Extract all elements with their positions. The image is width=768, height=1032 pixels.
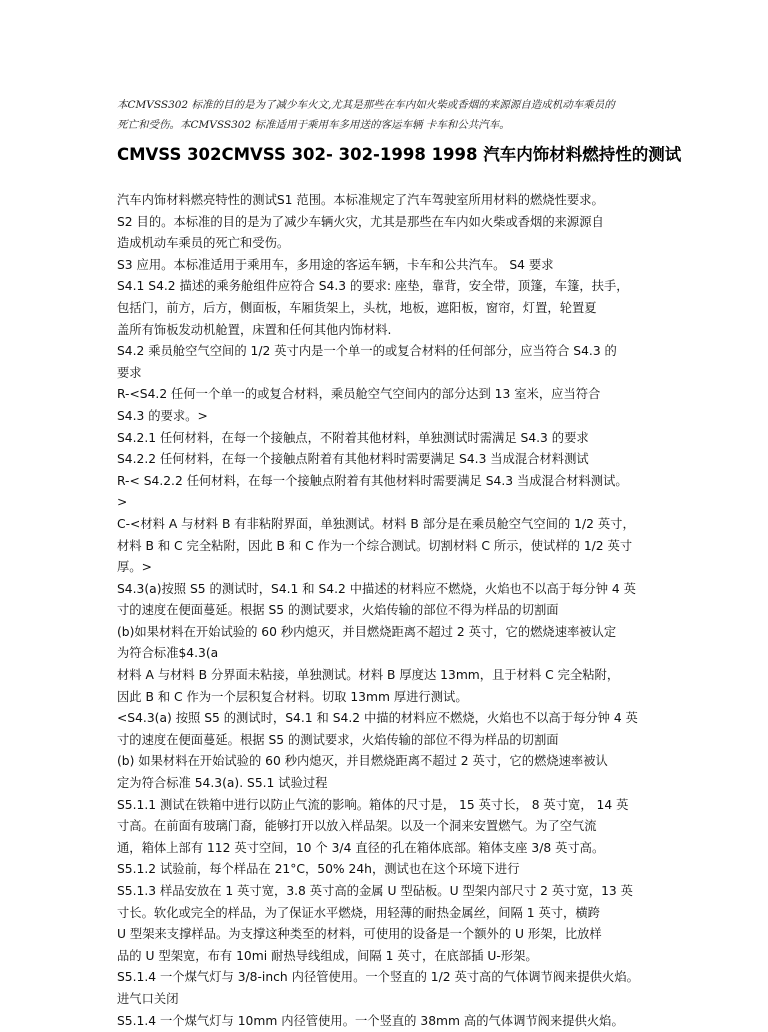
body-line: R-<S4.2 任何一个单一的或复合材料，乘员舱空气空间内的部分达到 13 室米，应当符合: [117, 387, 601, 402]
intro-line: 死亡和受伤。本CMVSS302 标准适用于乘用车多用送的客运车辆 卡车和公共汽车。: [117, 119, 510, 131]
document-body: [117, 190, 677, 1032]
body-line: 寸长。软化或完全的样品，为了保证水平燃烧，用轻薄的耐热金属丝，间隔 1 英寸，横跨: [117, 905, 600, 920]
body-line: 盖所有饰板发动机舱置，床置和任何其他内饰材料.: [117, 322, 392, 337]
body-line: R-< S4.2.2 任何材料，在每一个接触点附着有其他材料时需要满足 S4.3 当成混合材料测试。: [117, 473, 628, 488]
body-line: 造成机动车乘员的死亡和受伤。: [117, 236, 290, 251]
body-line: C-<材料 A 与材料 B 有非粘附界面，单独测试。材料 B 部分是在乘员舱空气空间的 1/2 英寸，: [117, 516, 635, 531]
body-line: 因此 B 和 C 作为一个层积复合材料。切取 13mm 厚进行测试。: [117, 689, 468, 704]
body-line: 定为符合标准 54.3(a). S5.1 试验过程: [117, 776, 328, 791]
body-line: 通，箱体上部有 112 英寸空间，10 个 3/4 直径的孔在箱体底部。箱体支座 3/8 英寸高。: [117, 840, 605, 855]
body-line: S5.1.3 样品安放在 1 英寸宽，3.8 英寸高的金属 U 型砧板。U 型架内部尺寸 2 英寸宽，13 英: [117, 884, 633, 898]
body-line: S3 应用。本标准适用于乘用车，多用途的客运车辆，卡车和公共汽车。 S4 要求: [117, 257, 554, 272]
body-line: 汽车内饰材料燃亮特性的测试S1 范围。本标准规定了汽车驾驶室所用材料的燃烧性要求。: [117, 193, 604, 207]
body-line: 品的 U 型架宽，布有 10mi 耐热导线组成，间隔 1 英寸，在底部插 U-形架。: [117, 948, 538, 963]
body-line: 材料 A 与材料 B 分界面未粘接，单独测试。材料 B 厚度达 13mm，且于材料 C 完全粘附，: [117, 668, 620, 683]
document-title: CMVSS 302CMVSS 302- 302-1998 1998 汽车内饰材料燃持性的测试: [117, 145, 682, 164]
intro-paragraph: [117, 95, 677, 135]
body-line: S4.1 S4.2 描述的乘务舱组件应符合 S4.3 的要求: 座垫，靠背，安全带，顶篷，车篷，扶手，: [117, 279, 629, 294]
body-line: S4.2 乘员舱空气空间的 1/2 英寸内是一个单一的或复合材料的任何部分，应当符合 S4.3 的: [117, 344, 617, 359]
body-line: <S4.3(a) 按照 S5 的测试时，S4.1 和 S4.2 中描的材料应不燃烧，火焰也不以高于每分钟 4 英: [117, 711, 638, 726]
body-line: S5.1.4 一个煤气灯与 3/8-inch 内径管使用。一个竖直的 1/2 英寸高的气体调节阀来提供火焰。: [117, 970, 639, 985]
body-line: 进气口关闭: [117, 991, 179, 1006]
body-line: 寸的速度在便面蔓延。根据 S5 的测试要求，火焰传输的部位不得为样品的切割面: [117, 603, 559, 618]
body-line: 寸的速度在便面蔓延。根据 S5 的测试要求，火焰传输的部位不得为样品的切割面: [117, 732, 559, 747]
body-line: 要求: [117, 365, 142, 380]
body-line: U 型架来支撑样品。为支撑这种类至的材料，可使用的设备是一个额外的 U 形架，比放样: [117, 927, 602, 942]
body-line: 寸高。在前面有玻璃门裔，能够打开以放入样品架。以及一个洞来安置燃气。为了空气流: [117, 819, 597, 834]
body-line: 材料 B 和 C 完全粘附，因此 B 和 C 作为一个综合测试。切割材料 C 所示，使试样的 1/2 英寸: [117, 538, 633, 553]
body-line: S4.2.2 任何材料，在每一个接触点附着有其他材料时需要满足 S4.3 当成混合材料测试: [117, 452, 589, 467]
body-line: 为符合标准$4.3(a: [117, 646, 219, 661]
body-line: (b)如果材料在开始试验的 60 秒内熄灭，并目燃烧距离不超过 2 英寸，它的燃烧速率被认定: [117, 624, 617, 639]
body-line: S5.1.1 测试在铁箱中进行以防止气流的影响。箱体的尺寸是， 15 英寸长， 8 英寸宽， 14 英: [117, 797, 629, 812]
body-line: >: [117, 495, 128, 510]
body-line: S4.3(a)按照 S5 的测试时，S4.1 和 S4.2 中描述的材料应不燃烧，火焰也不以高于每分钟 4 英: [117, 581, 636, 596]
body-line: 厚。>: [117, 560, 152, 575]
body-line: S4.3 的要求。>: [117, 408, 208, 423]
body-line: S5.1.4 一个煤气灯与 10mm 内径管使用。一个竖直的 38mm 高的气体调节阀来提供火焰。: [117, 1013, 624, 1028]
body-line: (b) 如果材料在开始试验的 60 秒内熄灭，并目燃烧距离不超过 2 英寸，它的燃烧速率被认: [117, 754, 608, 769]
intro-line: 本CMVSS302 标准的目的是为了减少车火文,尤其是那些在车内如火柴或香烟的来源源自造成机动车乘员的: [117, 99, 615, 111]
body-line: S2 目的。本标准的目的是为了减少车辆火灾，尤其是那些在车内如火柴或香烟的来源源自: [117, 214, 604, 229]
body-line: S5.1.2 试验前，每个样品在 21°C，50% 24h，测试也在这个环境下进行: [117, 862, 520, 877]
body-line: 包括门，前方，后方，侧面板，车厢货架上，头枕，地板，遮阳板，窗帘，灯置，轮置夏: [117, 300, 597, 315]
body-line: S4.2.1 任何材料，在每一个接触点，不附着其他材料，单独测试时需满足 S4.3 的要求: [117, 430, 589, 445]
